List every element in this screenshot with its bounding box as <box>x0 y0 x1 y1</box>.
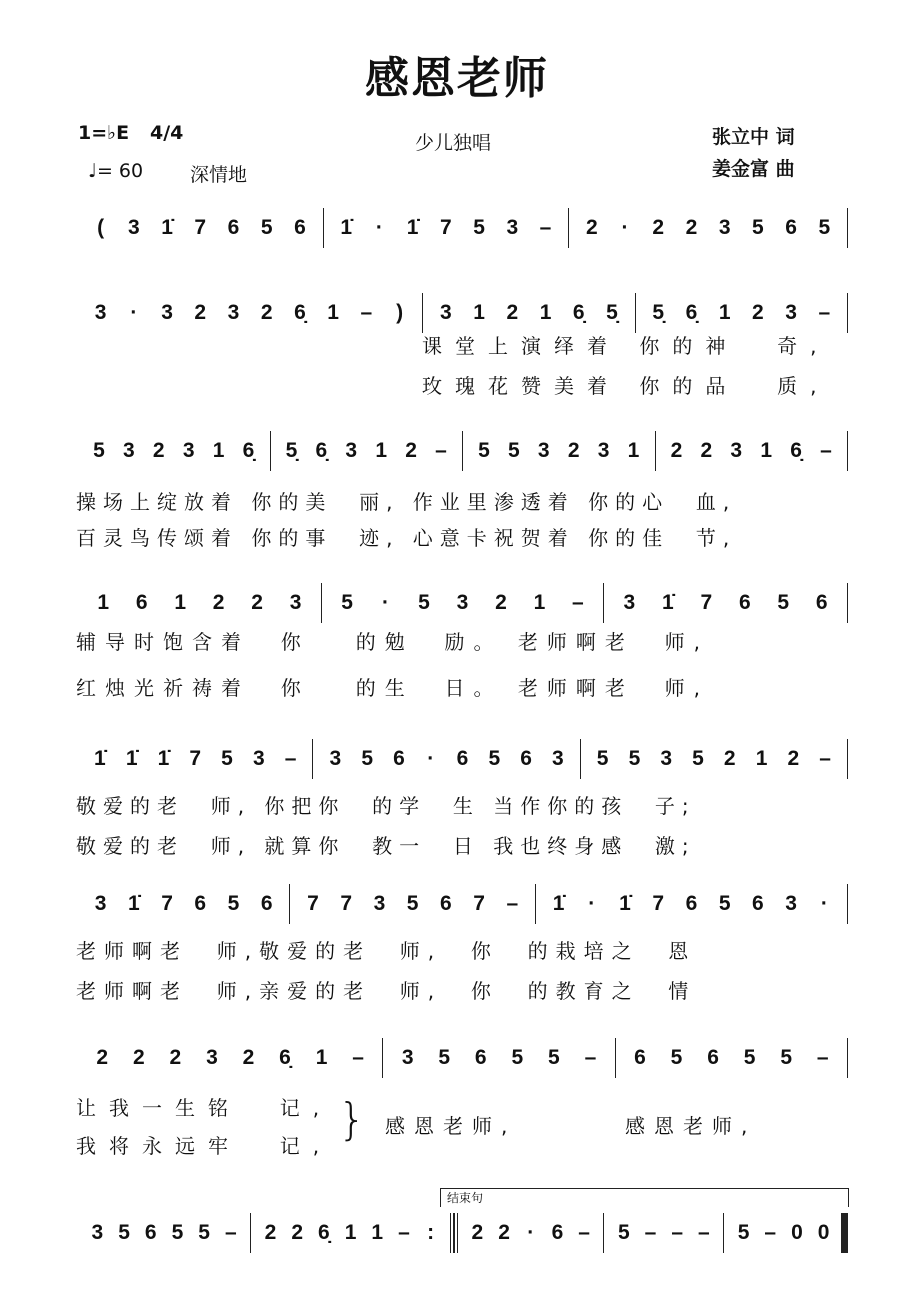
measure <box>78 1038 383 1078</box>
note: 1 <box>718 301 731 324</box>
measure <box>271 431 464 471</box>
measure <box>324 208 570 248</box>
note: – <box>584 1046 597 1069</box>
notation-row <box>78 293 848 333</box>
note: 5 <box>670 1046 683 1069</box>
note: 6 <box>520 747 532 770</box>
note: 5 <box>488 747 501 770</box>
note: – <box>572 591 584 614</box>
note: 6 <box>474 1046 487 1069</box>
measure <box>616 1038 848 1078</box>
note: – <box>224 1221 237 1244</box>
note: 1̇ <box>619 892 631 915</box>
note: 1̇ <box>406 216 419 239</box>
lyric-line: 感恩老师, <box>625 1114 757 1138</box>
measure <box>656 431 849 471</box>
note: 1 <box>174 591 187 614</box>
note: 3 <box>506 216 519 239</box>
note: 5 <box>818 216 831 239</box>
measure <box>581 739 848 779</box>
note: 1 <box>327 301 339 324</box>
note: 7 <box>440 216 452 239</box>
measure <box>313 739 580 779</box>
note: 5̣ <box>606 301 618 324</box>
note: 2 <box>251 591 263 614</box>
note: : <box>427 1221 435 1244</box>
note: 6 <box>707 1046 719 1069</box>
note: 5 <box>118 1221 130 1244</box>
note: · <box>130 301 138 324</box>
note: 3 <box>456 591 469 614</box>
notation-row <box>78 431 848 471</box>
measure <box>569 208 848 248</box>
note: 2 <box>495 591 507 614</box>
note: 5 <box>361 747 373 770</box>
note: 6 <box>135 591 148 614</box>
note: – <box>671 1221 684 1244</box>
note: – <box>352 1046 364 1069</box>
lyric-line: 课堂上演绎着 你的神 奇, <box>422 334 830 358</box>
notation-row <box>78 884 848 924</box>
note: 6 <box>815 591 828 614</box>
lyric-line: 我将永远牢 记, <box>76 1134 333 1158</box>
composer: 姜金富 曲 <box>712 158 795 180</box>
expression: 深情地 <box>190 164 248 186</box>
note: 2 <box>670 439 683 462</box>
measure <box>454 1213 604 1253</box>
note: 1̇ <box>552 892 565 915</box>
note: – <box>578 1221 590 1244</box>
lyric-brace: } <box>338 1094 366 1145</box>
note: – <box>644 1221 657 1244</box>
note: 1̇ <box>127 892 140 915</box>
note: 0 <box>817 1221 830 1244</box>
note: 3 <box>623 591 636 614</box>
note: 3 <box>440 301 452 324</box>
note: 6 <box>294 216 306 239</box>
lyric-line: 玫瑰花赞美着 你的品 质, <box>422 374 830 398</box>
note: 1 <box>344 1221 357 1244</box>
note: 5 <box>743 1046 756 1069</box>
note: 5 <box>406 892 419 915</box>
note: 7 <box>473 892 485 915</box>
note: 3 <box>127 216 140 239</box>
note: · <box>427 747 435 770</box>
note: 7 <box>189 747 202 770</box>
note: 3 <box>94 892 107 915</box>
note: – <box>284 747 297 770</box>
note: – <box>539 216 552 239</box>
note: 1 <box>315 1046 328 1069</box>
note: 2 <box>685 216 698 239</box>
note: 3 <box>252 747 265 770</box>
note: 5 <box>777 591 790 614</box>
note: 6 <box>456 747 469 770</box>
note: · <box>527 1221 535 1244</box>
note: 2 <box>405 439 417 462</box>
note: 3 <box>94 301 107 324</box>
note: 5̣ <box>285 439 298 462</box>
note: 5 <box>260 216 273 239</box>
note: 6̣ <box>790 439 802 462</box>
note: 1̇ <box>125 747 138 770</box>
note: 3 <box>345 439 358 462</box>
lyricist: 张立中 词 <box>712 126 795 148</box>
note: 5 <box>692 747 704 770</box>
note: 1 <box>371 1221 384 1244</box>
note: 5 <box>198 1221 210 1244</box>
note: 3 <box>161 301 173 324</box>
note: 5 <box>221 747 233 770</box>
note: 5 <box>628 747 641 770</box>
note: 1̇ <box>161 216 173 239</box>
note: · <box>375 216 383 239</box>
note: 2 <box>291 1221 304 1244</box>
note: 3 <box>206 1046 218 1069</box>
note: 5 <box>780 1046 792 1069</box>
note: 5 <box>438 1046 451 1069</box>
notation-row <box>78 1213 848 1253</box>
measure <box>724 1213 848 1253</box>
note: 5 <box>227 892 240 915</box>
note: 5 <box>737 1221 750 1244</box>
note: 0 <box>791 1221 803 1244</box>
note: 1 <box>755 747 768 770</box>
note: 5 <box>418 591 430 614</box>
note: 5 <box>508 439 520 462</box>
note: 3 <box>730 439 743 462</box>
measure <box>536 884 848 924</box>
note: – <box>435 439 447 462</box>
note: 2 <box>242 1046 255 1069</box>
note: 3 <box>660 747 673 770</box>
note: 3 <box>401 1046 414 1069</box>
measure <box>290 884 536 924</box>
note: · <box>621 216 629 239</box>
note: 3 <box>123 439 135 462</box>
note: 3 <box>373 892 386 915</box>
note: 6 <box>752 892 764 915</box>
note: 6 <box>440 892 452 915</box>
lyric-line: 老师啊老 师,敬爱的老 师, 你 的栽培之 恩 <box>76 939 697 963</box>
note: 5 <box>752 216 764 239</box>
note: 2 <box>498 1221 510 1244</box>
note: 6̣ <box>318 1221 330 1244</box>
note: 2 <box>152 439 165 462</box>
note: 5 <box>548 1046 560 1069</box>
note: 2 <box>212 591 225 614</box>
lyric-line: 敬爱的老 师, 就算你 教一 日 我也终身感 激; <box>76 834 696 858</box>
notation-row <box>78 583 848 623</box>
note: – <box>360 301 373 324</box>
lyric-line: 老师啊老 师,亲爱的老 师, 你 的教育之 情 <box>76 979 697 1003</box>
note: 1 <box>375 439 388 462</box>
notation-row <box>78 208 848 248</box>
note: 7 <box>194 216 207 239</box>
note: 5 <box>511 1046 524 1069</box>
note: 2 <box>723 747 736 770</box>
note: 1 <box>760 439 773 462</box>
note: ( <box>97 216 105 239</box>
note: 1 <box>539 301 552 324</box>
note: 3 <box>329 747 342 770</box>
tempo: ♩= 60 <box>88 160 144 182</box>
key-signature: 1=♭E <box>78 122 130 144</box>
note: 1 <box>627 439 640 462</box>
note: – <box>506 892 519 915</box>
note: 2 <box>652 216 665 239</box>
note: 6 <box>194 892 207 915</box>
note: 5 <box>718 892 731 915</box>
note: 3 <box>182 439 195 462</box>
measure <box>463 431 656 471</box>
note: 6 <box>393 747 405 770</box>
note: 6̣ <box>572 301 585 324</box>
note: 7 <box>340 892 353 915</box>
note: 5 <box>617 1221 630 1244</box>
note: 2 <box>752 301 764 324</box>
note: ) <box>396 301 404 324</box>
note: 2 <box>194 301 207 324</box>
note: · <box>588 892 596 915</box>
note: 7 <box>307 892 319 915</box>
note: 2 <box>471 1221 484 1244</box>
note: 6 <box>685 892 698 915</box>
note: 5̣ <box>652 301 665 324</box>
note: 6 <box>738 591 751 614</box>
lyric-line: 敬爱的老 师, 你把你 的学 生 当作你的孩 子; <box>76 794 696 818</box>
note: 1 <box>533 591 546 614</box>
measure <box>251 1213 454 1253</box>
note: 5 <box>93 439 105 462</box>
note: 2 <box>96 1046 109 1069</box>
note: 2 <box>169 1046 182 1069</box>
lyric-line: 红烛光祈祷着 你 的生 日。 老师啊老 师, <box>76 676 709 700</box>
lyric-line: 百灵鸟传颂着 你的事 迹, 心意卡祝贺着 你的佳 节, <box>76 526 737 550</box>
note: 6 <box>551 1221 564 1244</box>
note: 6̣ <box>294 301 306 324</box>
lyric-line: 让我一生铭 记, <box>76 1096 333 1120</box>
measure <box>78 583 322 623</box>
note: 5 <box>473 216 485 239</box>
note: 6̣ <box>685 301 698 324</box>
measure <box>322 583 604 623</box>
note: 3 <box>537 439 550 462</box>
note: 2 <box>567 439 580 462</box>
note: 1̇ <box>157 747 170 770</box>
note: 2 <box>787 747 800 770</box>
measure <box>78 1213 251 1253</box>
note: – <box>764 1221 777 1244</box>
note: 1 <box>212 439 225 462</box>
note: 2 <box>506 301 519 324</box>
note: 1̇ <box>662 591 674 614</box>
note: 7 <box>652 892 665 915</box>
note: – <box>698 1221 710 1244</box>
note: 5 <box>171 1221 184 1244</box>
note: 1 <box>473 301 485 324</box>
ending-bracket <box>440 1188 849 1207</box>
note: 6 <box>260 892 273 915</box>
note: 6̣ <box>279 1046 291 1069</box>
measure <box>78 208 324 248</box>
note: 3 <box>718 216 731 239</box>
song-title: 感恩老师 <box>365 53 549 104</box>
note: 6 <box>785 216 797 239</box>
note: 3 <box>552 747 564 770</box>
note: 2 <box>132 1046 145 1069</box>
note: 6̣ <box>242 439 255 462</box>
note: – <box>820 439 832 462</box>
measure <box>423 293 635 333</box>
measure <box>604 1213 724 1253</box>
note: 3 <box>785 301 797 324</box>
note: 5 <box>596 747 609 770</box>
measure <box>636 293 848 333</box>
note: – <box>818 301 831 324</box>
note: 6̣ <box>315 439 328 462</box>
lyric-line: 辅导时饱含着 你 的勉 励。 老师啊老 师, <box>76 630 709 654</box>
time-signature: 4/4 <box>150 122 184 144</box>
note: 1̇ <box>94 747 106 770</box>
measure <box>78 431 271 471</box>
performance-type: 少儿独唱 <box>415 132 492 154</box>
notation-row <box>78 1038 848 1078</box>
note: 1̇ <box>340 216 353 239</box>
measure <box>383 1038 615 1078</box>
note: 7 <box>700 591 713 614</box>
note: 2 <box>260 301 273 324</box>
note: 3 <box>597 439 610 462</box>
note: 2 <box>264 1221 277 1244</box>
measure <box>78 884 290 924</box>
measure <box>604 583 848 623</box>
note: 5 <box>478 439 490 462</box>
note: 2 <box>700 439 713 462</box>
note: · <box>820 892 828 915</box>
note: 5 <box>341 591 353 614</box>
measure <box>78 739 313 779</box>
measure <box>78 293 423 333</box>
note: – <box>398 1221 410 1244</box>
note: 6 <box>634 1046 646 1069</box>
note: 3 <box>785 892 797 915</box>
note: 3 <box>289 591 302 614</box>
note: 6 <box>227 216 240 239</box>
note: 7 <box>161 892 173 915</box>
note: – <box>819 747 831 770</box>
note: 1 <box>97 591 110 614</box>
notation-row <box>78 739 848 779</box>
note: – <box>816 1046 829 1069</box>
note: 6 <box>144 1221 157 1244</box>
lyric-line: 操场上绽放着 你的美 丽, 作业里渗透着 你的心 血, <box>76 490 737 514</box>
lyric-line: 感恩老师, <box>385 1114 517 1138</box>
ending-label: 结束句 <box>447 1191 484 1205</box>
note: · <box>382 591 390 614</box>
note: 2 <box>585 216 598 239</box>
note: 3 <box>91 1221 104 1244</box>
note: 3 <box>227 301 240 324</box>
